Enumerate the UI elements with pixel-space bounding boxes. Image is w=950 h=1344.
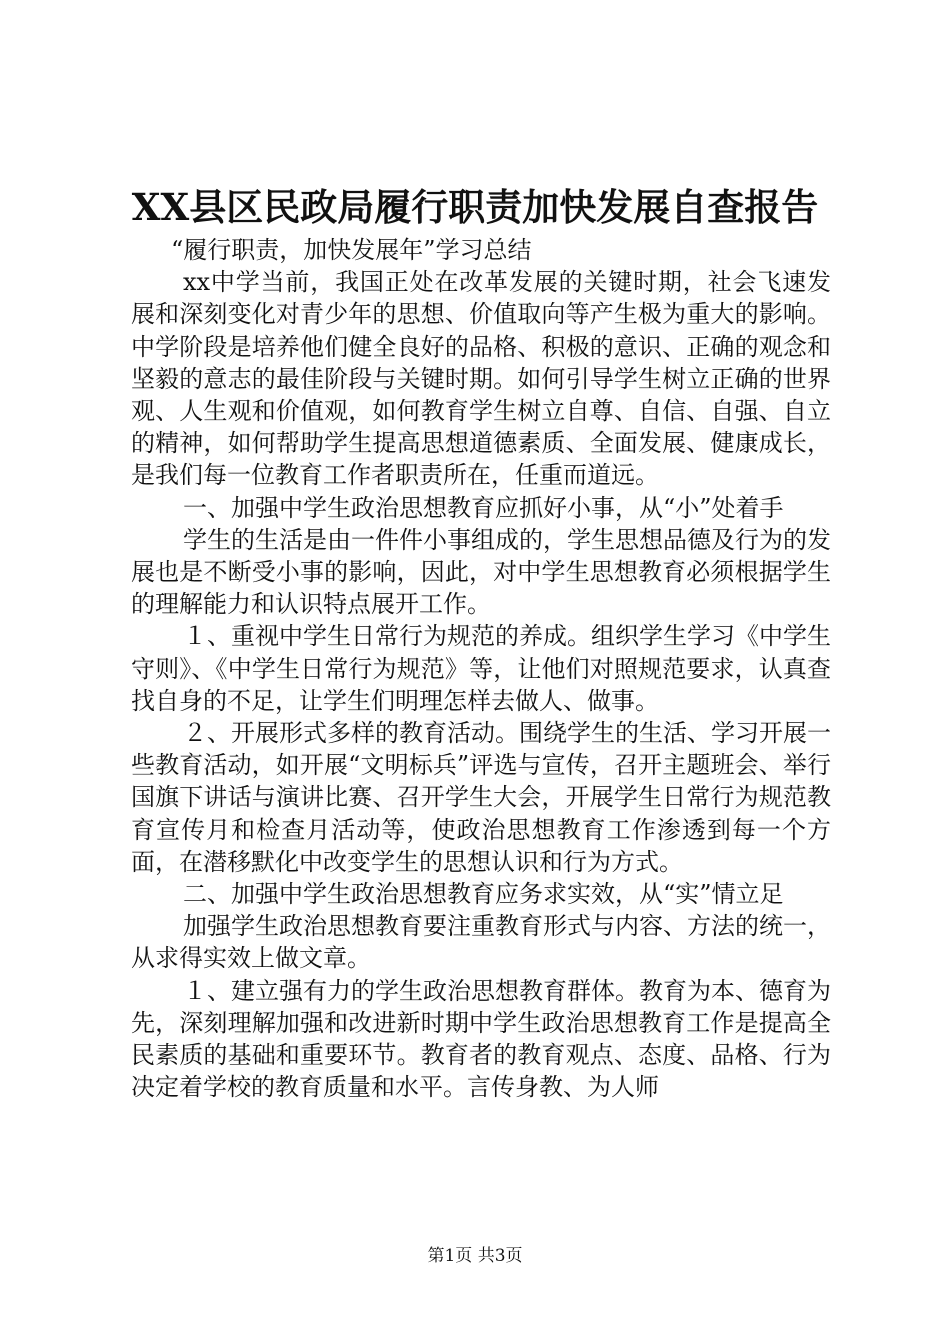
document-title: XX县区民政局履行职责加快发展自查报告 <box>131 185 819 229</box>
section-heading-2: 二、加强中学生政治思想教育应务求实效，从“实”情立足 <box>183 880 784 909</box>
paragraph-item-2-1: １、建立强有力的学生政治思想教育群体。教育为本、德育为先，深刻理解加强和改进新时期中学生政治思想教育工作是提高全民素质的基础和重要环节。教育者的教育观点、态度、品格、行为决定着学校的教育质量和水平。言传身教、为人师 <box>131 976 831 1102</box>
section-heading-1: 一、加强中学生政治思想教育应抓好小事，从“小”处着手 <box>183 493 784 522</box>
paragraph-section-2: 加强学生政治思想教育要注重教育形式与内容、方法的统一，从求得实效上做文章。 <box>131 912 831 973</box>
paragraph-item-1-1: １、重视中学生日常行为规范的养成。组织学生学习《中学生守则》、《中学生日常行为规范》等，让他们对照规范要求，认真查找自身的不足，让学生们明理怎样去做人、做事。 <box>131 622 831 715</box>
document-body <box>131 234 831 1103</box>
page-footer: 第1页 共3页 <box>427 1246 523 1266</box>
paragraph-item-1-2: ２、开展形式多样的教育活动。围绕学生的生活、学习开展一些教育活动，如开展“文明标兵”评选与宣传，召开主题班会、举行国旗下讲话与演讲比赛、召开学生大会，开展学生日常行为规范教育宣传月和检查月活动等，使政治思想教育工作渗透到每一个方面，在潜移默化中改变学生的思想认识和行为方式。 <box>131 719 831 876</box>
document-subtitle: “履行职责，加快发展年”学习总结 <box>171 236 532 264</box>
paragraph-intro: xx中学当前，我国正处在改革发展的关键时期，社会飞速发展和深刻变化对青少年的思想、价值取向等产生极为重大的影响。中学阶段是培养他们健全良好的品格、积极的意识、正确的观念和坚毅的意志的最佳阶段与关键时期。如何引导学生树立正确的世界观、人生观和价值观，如何教育学生树立自尊、自信、自强、自立的精神，如何帮助学生提高思想道德素质、全面发展、健康成长，是我们每一位教育工作者职责所在，任重而道远。 <box>131 268 831 490</box>
paragraph-section-1: 学生的生活是由一件件小事组成的，学生思想品德及行为的发展也是不断受小事的影响，因此，对中学生思想教育必须根据学生的理解能力和认识特点展开工作。 <box>131 525 831 619</box>
